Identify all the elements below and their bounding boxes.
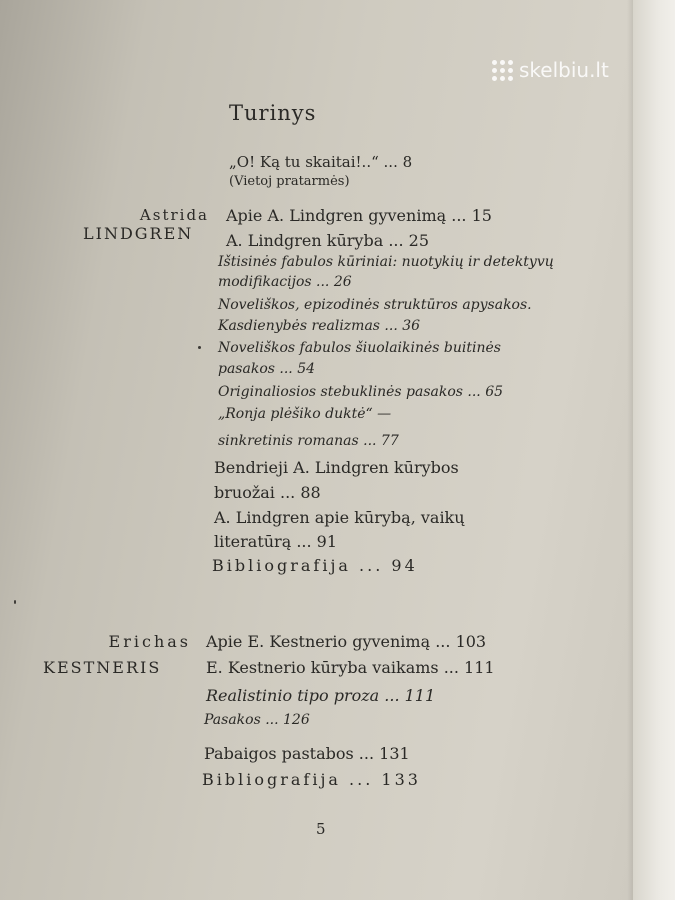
toc-subentry: „Ronja plėšiko duktė“ — — [218, 406, 392, 422]
ink-speck — [14, 600, 16, 604]
intro-subtitle: (Vietoj pratarmės) — [229, 174, 350, 189]
toc-entry: bruožai ... 88 — [214, 483, 321, 502]
toc-subentry: Realistinio tipo proza ... 111 — [206, 686, 436, 705]
toc-subentry: Noveliškos, epizodinės struktūros apysakos. — [218, 297, 532, 313]
intro-entry: „O! Ką tu skaitai!..“ ... 8 — [229, 153, 413, 171]
toc-subentry: Ištisinės fabulos kūriniai: nuotykių ir detektyvų — [218, 254, 554, 270]
toc-subentry: Originaliosios stebuklinės pasakos ... 65 — [218, 384, 504, 400]
toc-subentry: modifikacijos ... 26 — [218, 274, 352, 290]
toc-subentry: pasakos ... 54 — [218, 361, 316, 377]
next-page-edge — [633, 0, 675, 900]
toc-subentry: Kasdienybės realizmas ... 36 — [218, 318, 421, 334]
ink-speck — [198, 346, 201, 349]
toc-entry-bibliography: Bibliografija ... 94 — [212, 556, 418, 575]
toc-entry: Bendrieji A. Lindgren kūrybos — [214, 458, 459, 477]
author-first-name: Astrida — [139, 206, 209, 224]
toc-entry: Pabaigos pastabos ... 131 — [204, 744, 410, 763]
author-last-name: LINDGREN — [83, 224, 194, 243]
toc-entry: literatūrą ... 91 — [214, 532, 338, 551]
page-title: Turinys — [229, 101, 317, 125]
dots-grid-icon — [492, 60, 513, 81]
toc-entry: E. Kestnerio kūryba vaikams ... 111 — [206, 658, 495, 677]
toc-entry: Apie E. Kestnerio gyvenimą ... 103 — [206, 632, 487, 651]
toc-subentry: Pasakos ... 126 — [204, 712, 310, 728]
toc-subentry: sinkretinis romanas ... 77 — [218, 433, 399, 449]
page-number: 5 — [316, 820, 326, 838]
watermark — [492, 58, 609, 82]
toc-entry: A. Lindgren kūryba ... 25 — [226, 231, 430, 250]
author-first-name: Erichas — [108, 632, 191, 651]
toc-subentry: Noveliškos fabulos šiuolaikinės buitinės — [218, 340, 501, 356]
author-last-name: KESTNERIS — [43, 658, 162, 677]
toc-entry-bibliography: Bibliografija ... 133 — [202, 770, 421, 789]
watermark-text: skelbiu.lt — [519, 58, 609, 82]
toc-entry: Apie A. Lindgren gyvenimą ... 15 — [226, 206, 492, 225]
toc-entry: A. Lindgren apie kūrybą, vaikų — [214, 508, 465, 527]
